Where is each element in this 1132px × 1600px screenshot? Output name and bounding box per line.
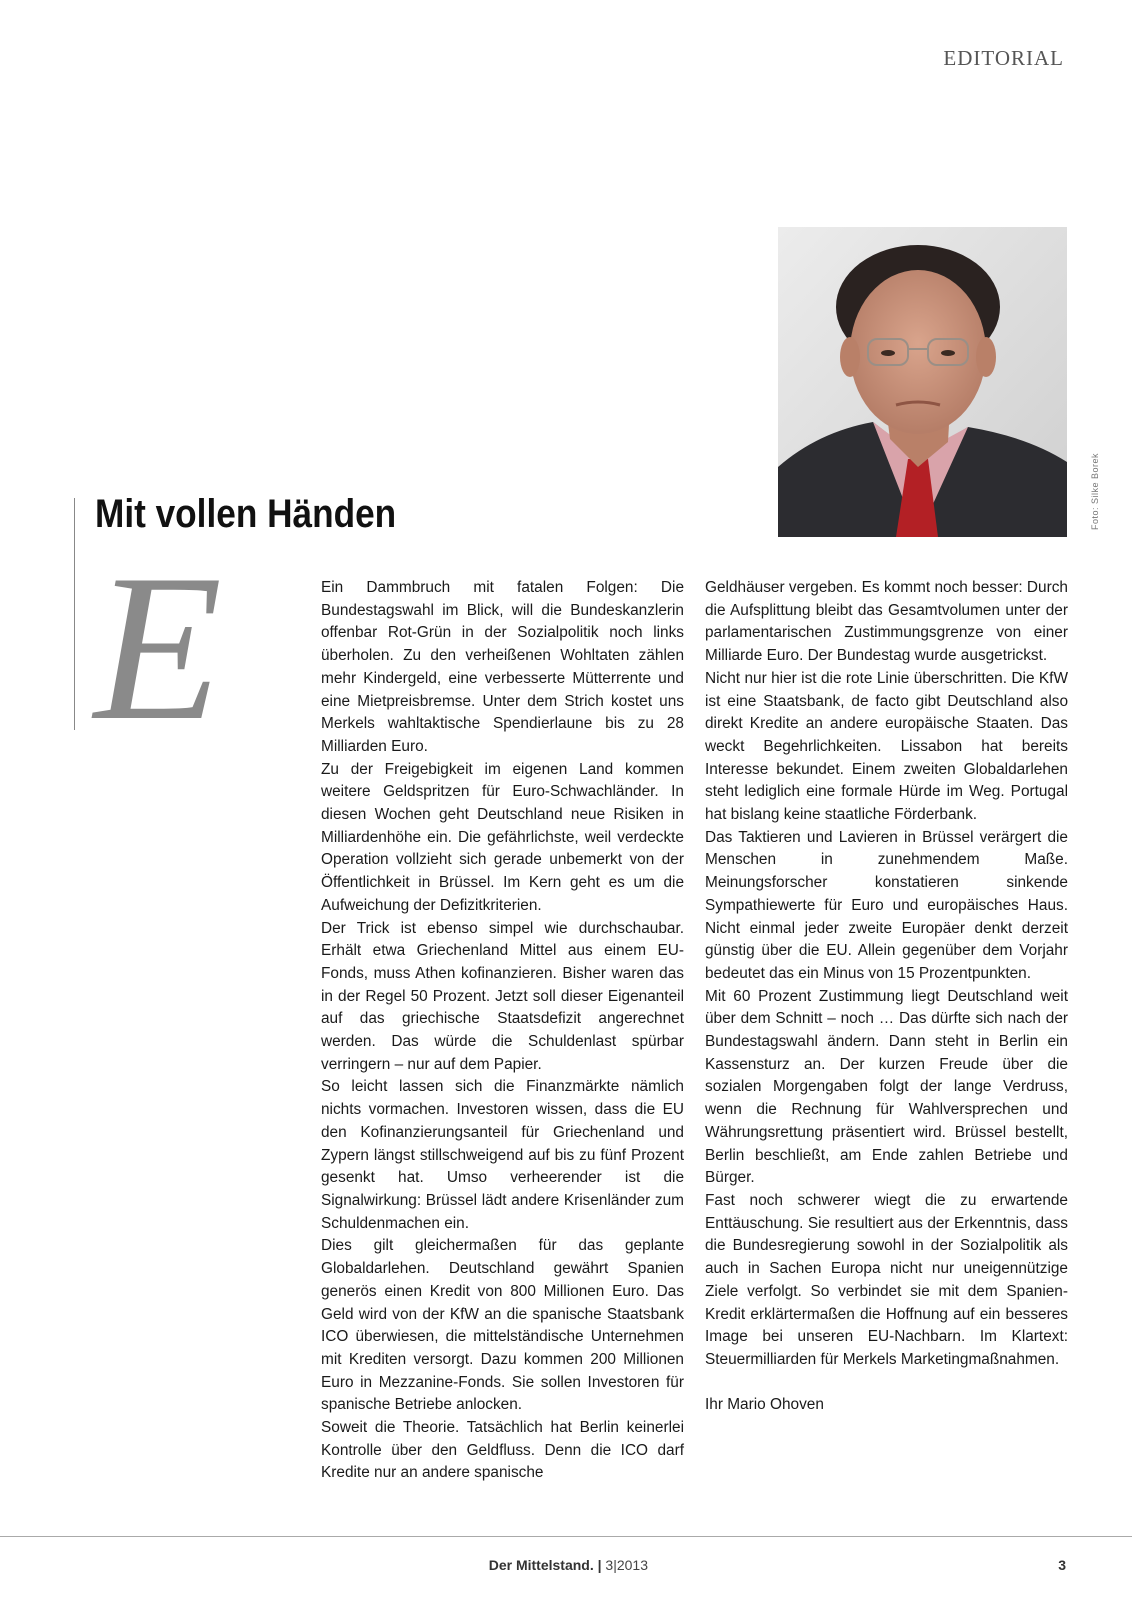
footer-separator: | bbox=[597, 1557, 602, 1573]
paragraph: Nicht nur hier ist die rote Linie überschritten. Die KfW ist eine Staatsbank, de facto gibt Deutschland also direkt Kredite an andere europäische Staaten. Das weckt Begehrlichkeiten. Lissabon hat bereits Interesse bekundet. Einem zweiten Globaldarlehen steht lediglich eine formale Hürde im Weg. Portugal hat bislang keine staatliche Förderbank. bbox=[705, 669, 1068, 824]
photo-credit: Foto: Silke Borek bbox=[1090, 452, 1100, 530]
spacer bbox=[705, 1372, 1068, 1395]
paragraph: Dies gilt gleichermaßen für das geplante Globaldarlehen. Deutschland gewährt Spanien generös einen Kredit von 800 Millionen Euro. Das Geld wird von der KfW an die spanische Staatsbank ICO überwiesen, die mittelständische Unternehmen mit Krediten versorgt. Dazu kommen 200 Millionen Euro in Mezzanine-Fonds. Sie sollen Investoren für spanische Betriebe anlocken. bbox=[321, 1237, 684, 1414]
paragraph: Der Trick ist ebenso simpel wie durchschaubar. Erhält etwa Griechenland Mittel aus einem EU-Fonds, muss Athen kofinanzieren. Bisher waren das in der Regel 50 Prozent. Jetzt soll dieser Eigenanteil auf das griechische Staatsdefizit angerechnet werden. Das würde die Schuldenlast spürbar verringern – nur auf dem Papier. bbox=[321, 919, 684, 1073]
section-label: EDITORIAL bbox=[943, 46, 1064, 70]
paragraph: Zu der Freigebigkeit im eigenen Land kommen weitere Geldspritzen für Euro-Schwachländer. In diesen Wochen geht Deutschland neue Risiken in Milliardenhöhe ein. Die gefährlichste, weil verdeckte Operation vollzieht sich gerade unbemerkt von der Öffentlichkeit in Brüssel. Im Kern geht es um die Aufweichung der Defizitkriterien. bbox=[321, 760, 684, 914]
vertical-rule bbox=[74, 498, 75, 730]
paragraph: So leicht lassen sich die Finanzmärkte nämlich nichts vormachen. Investoren wissen, dass die EU den Kofinanzierungsanteil für Griechenland und Zypern längst stillschweigend auf bis zu fünf Prozent gesenkt hat. Umso verheerender ist die Signalwirkung: Brüssel lädt andere Krisenländer zum Schuldenmachen ein. bbox=[321, 1078, 684, 1232]
paragraph: Mit 60 Prozent Zustimmung liegt Deutschland weit über dem Schnitt – noch … Das dürfte sich nach der Bundestagswahl ändern. Dann steht in Berlin ein Kassensturz an. Der kurzen Freude über die sozialen Morgengaben folgt der lange Verdruss, wenn die Rechnung für Wahlversprechen und Währungsrettung präsentiert wird. Brüssel bestellt, Berlin beschließt, am Ende zahlen Betriebe und Bürger. bbox=[705, 987, 1068, 1187]
paragraph: Fast noch schwerer wiegt die zu erwartende Enttäuschung. Sie resultiert aus der Erkenntnis, dass die Bundesregierung sowohl in der Sozialpolitik als auch in Sachen Europa nicht nur uneigennützige Ziele verfolgt. So verbindet sie mit dem Spanien-Kredit erklärtermaßen die Hoffnung auf ein besseres Image bei unseren EU-Nachbarn. Im Klartext: Steuermilliarden für Merkels Marketingmaßnahmen. bbox=[705, 1191, 1068, 1368]
headline: Mit vollen Händen bbox=[95, 492, 397, 536]
signature: Ihr Mario Ohoven bbox=[705, 1396, 824, 1414]
paragraph: Ein Dammbruch mit fatalen Folgen: Die Bundestagswahl im Blick, will die Bundeskanzlerin offenbar Rot-Grün in der Sozialpolitik noch links überholen. Zu den verheißenen Wohltaten zählen mehr Kindergeld, eine verbesserte Mütterrente und eine Mietpreisbremse. Unter dem Strich kostet uns Merkels wahltaktische Spendierlaune bis zu 28 Milliarden Euro. bbox=[321, 579, 684, 755]
issue-number: 3|2013 bbox=[605, 1557, 648, 1573]
drop-cap: E bbox=[94, 532, 223, 764]
text-column-1 bbox=[321, 577, 684, 1485]
page-number: 3 bbox=[1058, 1557, 1066, 1573]
footer-rule bbox=[0, 1536, 1132, 1537]
paragraph: Das Taktieren und Lavieren in Brüssel verärgert die Menschen in zunehmendem Maße. Meinungsforscher konstatieren sinkende Sympathiewerte für Euro und europäisches Haus. Nicht einmal jeder zweite Europäer denkt derzeit günstig über die EU. Allein gegenüber dem Vorjahr bedeutet das ein Minus von 15 Prozentpunkten. bbox=[705, 828, 1068, 982]
portrait-illustration bbox=[778, 227, 1067, 537]
paragraph: Soweit die Theorie. Tatsächlich hat Berlin keinerlei Kontrolle über den Geldfluss. Denn die ICO darf Kredite nur an andere spanische bbox=[321, 1419, 684, 1482]
publication-name: Der Mittelstand. bbox=[488, 1557, 594, 1573]
author-portrait-photo bbox=[778, 227, 1067, 537]
text-column-2 bbox=[705, 577, 1068, 1417]
paragraph: Geldhäuser vergeben. Es kommt noch besser: Durch die Aufsplittung bleibt das Gesamtvolumen unter der parlamentarischen Zustimmungsgrenze von einer Milliarde Euro. Der Bundestag wurde ausgetrickst. bbox=[705, 579, 1068, 665]
footer-publication-info bbox=[489, 1557, 648, 1573]
